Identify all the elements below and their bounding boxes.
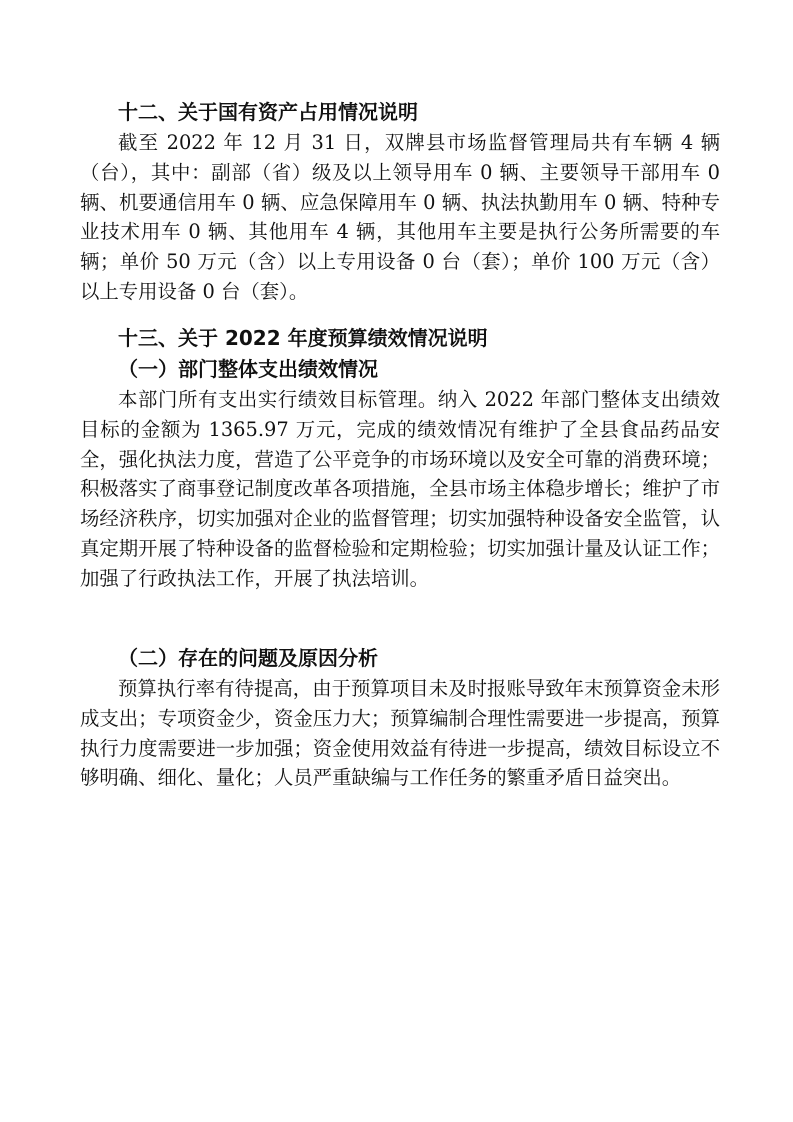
subsection-1-heading: （一）部门整体支出绩效情况 [118,357,378,381]
subsection-2-heading: （二）存在的问题及原因分析 [118,646,378,670]
section-12-heading: 十二、关于国有资产占用情况说明 [118,100,418,124]
subsection-1-paragraph: 本部门所有支出实行绩效目标管理。纳入 2022 年部门整体支出绩效目标的金额为 1365.97 万元，完成的绩效情况有维护了全县食品药品安全，强化执法力度，营造了公平竞争的市场环境以及安全可靠的消费环境；积极落实了商事登记制度改革各项措施，全县市场主体稳步增长；维护了市场经济秩序，切实加强对企业的监督管理；切实加强特种设备安全监管，认真定期开展了特种设备的监督检验和定期检验；切实加强计量及认证工作；加强了行政执法工作，开展了执法培训。 [80,388,720,590]
section-12-paragraph: 截至 2022 年 12 月 31 日，双牌县市场监督管理局共有车辆 4 辆（台），其中：副部（省）级及以上领导用车 0 辆、主要领导干部用车 0 辆、机要通信用车 0 辆、应急保障用车 0 辆、执法执勤用车 0 辆、特种专业技术用车 0 辆、其他用车 4 辆，其他用车主要是执行公务所需要的车辆；单价 50 万元（含）以上专用设备 0 台（套）；单价 100 万元（含）以上专用设备 0 台（套）。 [80,131,720,303]
section-13-heading: 十三、关于 2022 年度预算绩效情况说明 [118,326,488,350]
subsection-2-paragraph: 预算执行率有待提高，由于预算项目未及时报账导致年末预算资金未形成支出；专项资金少，资金压力大；预算编制合理性需要进一步提高，预算执行力度需要进一步加强；资金使用效益有待进一步提高，绩效目标设立不够明确、细化、量化；人员严重缺编与工作任务的繁重矛盾日益突出。 [80,677,720,790]
